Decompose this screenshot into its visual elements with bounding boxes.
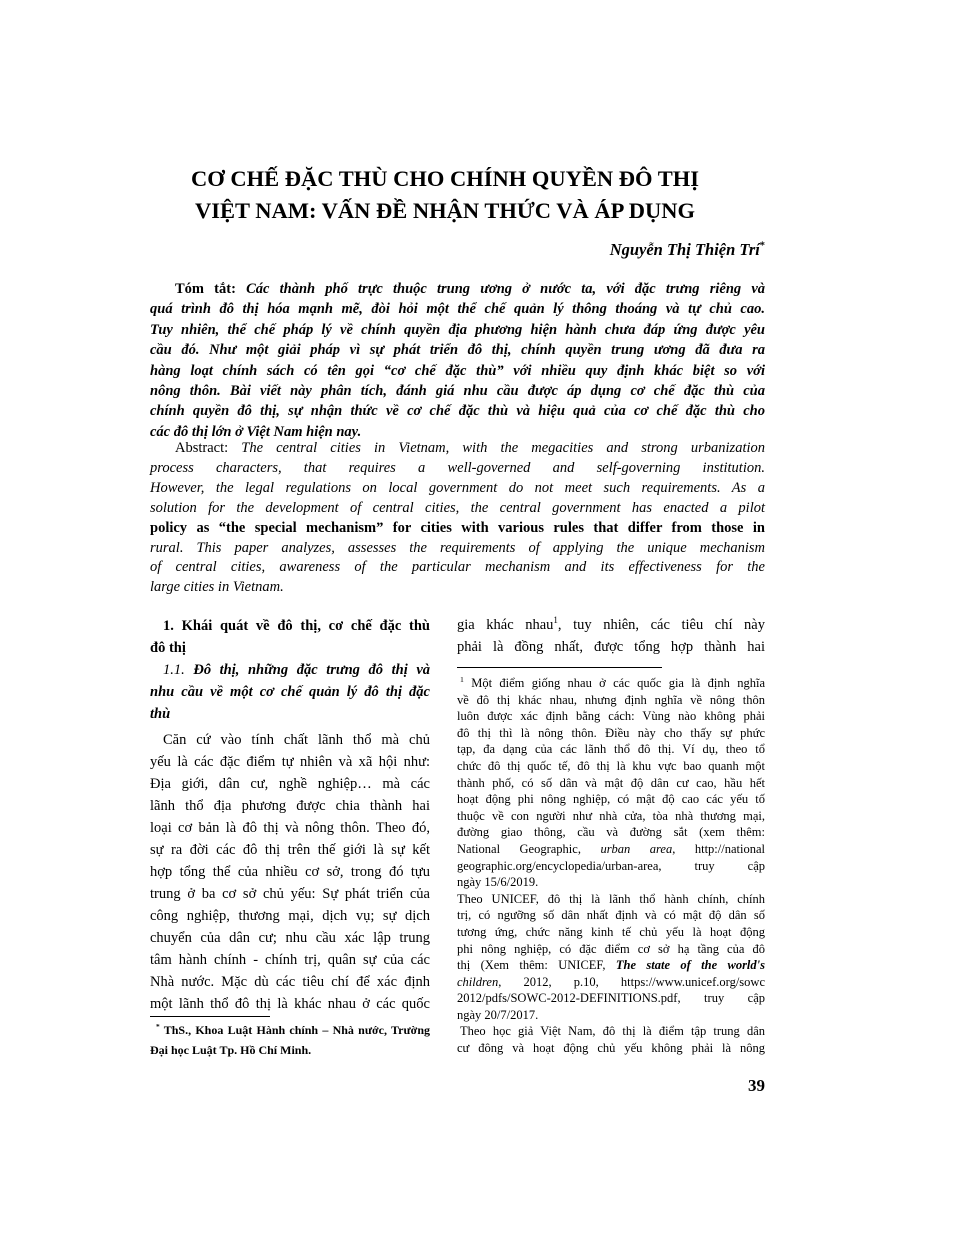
footnote-line: thuộc về con người như nhà cửa, tòa nhà thương mại,: [457, 808, 765, 823]
abstract-vietnamese: [150, 279, 765, 442]
body-line: trung ở ba cơ sở chủ yếu: Sự phát triển của: [150, 886, 430, 902]
footnote-text: , 2012, p.10, https://www.unicef.org/sowc: [498, 974, 765, 989]
abstract-en-line: large cities in Vietnam.: [150, 579, 284, 596]
footnote-line: geographic.org/encyclopedia/urban-area, truy cập: [457, 858, 765, 873]
body-line: Căn cứ vào tính chất lãnh thổ mà chủ: [163, 732, 430, 748]
footnote-line: [150, 1020, 430, 1040]
footnote-line: tương ứng, chức năng kinh tế chủ yếu là hoạt động: [457, 924, 765, 939]
footnote-separator-left: [150, 1016, 270, 1017]
section-heading-line: đô thị: [150, 640, 186, 656]
abstract-en-line: rural. This paper analyzes, assesses the requirements of applying the unique mechanism: [150, 539, 765, 556]
abstract-vi-label: Tóm tắt:: [175, 281, 236, 297]
footnote-text: Một điểm giống nhau ở các quốc gia là định nghĩa: [471, 676, 765, 690]
abstract-vi-line: cầu đó. Như một giải pháp vì sự phát triển đô thị, chính quyền trung ương đã đưa ra: [150, 342, 765, 359]
abstract-en-text: The central cities in Vietnam, with the megacities and strong urbanization: [241, 440, 765, 456]
body-line: loại cơ bản là đô thị và nông thôn. Theo đó,: [150, 820, 430, 836]
footnote-italic-text: urban area: [600, 841, 673, 856]
footnote-line: hoạt động phi nông nghiệp, có mật độ cao các yếu tố: [457, 792, 765, 807]
abstract-vi-line: [150, 279, 765, 299]
abstract-english: [150, 439, 765, 598]
body-line: hợp tổng thể của nhiều cơ sở, trong đó tựu: [150, 864, 430, 880]
footnote-line: thành phố, có số dân và mật độ dân cư cao, hầu hết: [457, 775, 765, 790]
body-paragraph-right: [457, 614, 765, 658]
abstract-en-label: Abstract:: [175, 440, 229, 456]
subheading-line: nhu cầu về một cơ chế quản lý đô thị đặc: [150, 684, 430, 700]
footnote-text: ThS., Khoa Luật Hành chính – Nhà nước, Trường: [163, 1023, 430, 1037]
abstract-vi-line: hàng loạt chính sách có tên gọi “cơ chế đặc thù” với nhiều quy định khác biệt so với: [150, 362, 765, 379]
abstract-vi-line: Tuy nhiên, thể chế pháp lý về chính quyền địa phương hiện hành chưa đáp ứng được yêu: [150, 321, 765, 338]
footnote-line: [457, 675, 765, 692]
footnote-line: cư đông và hoạt động chủ yếu không phải là nông: [457, 1041, 765, 1056]
footnote-separator-right: [457, 667, 662, 668]
section-heading-block: [150, 615, 430, 725]
abstract-en-line: process characters, that requires a well-governed and self-governing institution.: [150, 459, 765, 476]
section-heading-line: 1. Khái quát về đô thị, cơ chế đặc thù: [163, 618, 430, 634]
footnote-line: luôn được xác định bằng cách: Vùng nào không phải: [457, 709, 765, 724]
footnote-line: 2012/pdfs/SOWC-2012-DEFINITIONS.pdf, truy cập: [457, 991, 765, 1006]
body-line: sự ra đời các đô thị trên thế giới là sự kết: [150, 842, 430, 858]
footnote-line: về đô thị khác nhau, nhưng định nghĩa về nông thôn: [457, 692, 765, 707]
author-footnote-mark: *: [759, 240, 765, 252]
footnote-italic-text: The state of the world's: [615, 958, 765, 973]
body-line: một lãnh thổ đô thị là khác nhau ở các quốc: [150, 996, 430, 1012]
footnote-text: National Geographic,: [457, 841, 601, 856]
author-name: Nguyễn Thị Thiện Trí: [609, 240, 760, 259]
footnote-italic-text: children: [457, 974, 499, 989]
footnote-line: [457, 841, 765, 858]
footnote-line: Theo học giả Việt Nam, đô thị là điểm tập trung dân: [460, 1024, 765, 1039]
footnote-line: phi nông nghiệp, có đặc điểm cơ sở hạ tầng của đô: [457, 941, 765, 956]
body-text: , tuy nhiên, các tiêu chí này: [557, 617, 765, 633]
body-line: chuyển của dân cư; nhu cầu xác lập trung: [150, 930, 430, 946]
body-text: gia khác nhau: [457, 617, 554, 633]
footnote-1-mark: 1: [460, 674, 464, 684]
author-byline: [150, 239, 765, 261]
author-footnote: [150, 1020, 430, 1060]
footnote-1: [457, 675, 765, 1057]
body-paragraph-left: [150, 729, 430, 1015]
article-title: [150, 163, 740, 227]
body-line: [457, 614, 765, 636]
footnote-line: Đại học Luật Tp. Hồ Chí Minh.: [150, 1043, 312, 1057]
subheading-line: thù: [150, 706, 171, 722]
abstract-en-line: However, the legal regulations on local government do not meet such requirements. As a: [150, 479, 765, 496]
page-number: 39: [748, 1076, 765, 1095]
footnote-line: đô thị thì là nông thôn. Điều này cho thấy sự phức: [457, 725, 765, 740]
footnote-ref-1: 1: [553, 615, 558, 626]
abstract-en-line: [150, 439, 765, 459]
footnote-line: [457, 974, 765, 991]
abstract-en-line: of central cities, awareness of the particular mechanism and its effectiveness for the: [150, 559, 765, 576]
footnote-line: chức đô thị quốc tế, đô thị là khu vực bao quanh một: [457, 758, 765, 773]
abstract-en-line: solution for the development of central cities, the central government has enacted a pilot: [150, 499, 765, 516]
footnote-line: ngày 20/7/2017.: [457, 1007, 539, 1022]
body-line: phải là đồng nhất, được tổng hợp thành hai: [457, 639, 765, 655]
abstract-vi-line: chính quyền đô thị, sự nhận thức về cơ chế đặc thù và hiệu quả của cơ chế đặc thù cho: [150, 403, 765, 420]
footnote-line: ngày 15/6/2019.: [457, 875, 539, 890]
footnote-line: tạp, đa dạng của các lãnh thổ đô thị. Ví dụ, theo tổ: [457, 742, 765, 757]
abstract-en-line: policy as “the special mechanism” for cities with various rules that differ from those in: [150, 519, 765, 536]
footnote-line: Theo UNICEF, đô thị là lãnh thổ hành chính, chính: [457, 891, 765, 906]
body-line: Nhà nước. Mặc dù các tiêu chí để xác định: [150, 974, 430, 990]
body-line: Địa giới, dân cư, nghề nghiệp… mà các: [150, 776, 430, 792]
title-line: CƠ CHẾ ĐẶC THÙ CHO CHÍNH QUYỀN ĐÔ THỊ: [191, 166, 699, 191]
body-line: tâm hành chính - chính trị, quân sự của các: [150, 952, 430, 968]
footnote-line: [457, 957, 765, 974]
body-line: yếu là các đặc điểm tự nhiên và xã hội như:: [150, 754, 430, 770]
subheading-text: Đô thị, những đặc trưng đô thị và: [193, 662, 430, 678]
footnote-text: , http://national: [672, 841, 765, 856]
footnote-line: đường giao thông, cầu và đường sắt (xem thêm:: [457, 825, 765, 840]
title-line: VIỆT NAM: VẤN ĐỀ NHẬN THỨC VÀ ÁP DỤNG: [194, 198, 696, 223]
body-line: công nghiệp, thương mại, dịch vụ; sự dịch: [150, 908, 430, 924]
footnote-line: trị, có ngưỡng số dân nhất định và có mật độ dân số: [457, 908, 765, 923]
body-line: lãnh thổ địa phương được chia thành hai: [150, 798, 430, 814]
abstract-vi-line: nông thôn. Bài viết này phân tích, đánh giá nhu cầu được áp dụng cơ chế đặc thù của: [150, 383, 765, 400]
subheading-number: 1.1.: [163, 662, 185, 678]
abstract-vi-line: các đô thị lớn ở Việt Nam hiện nay.: [150, 423, 362, 440]
subheading-line: [150, 659, 430, 681]
abstract-vi-text: Các thành phố trực thuộc trung ương ở nước ta, với đặc trưng riêng và: [246, 281, 766, 297]
footnote-text: thị (Xem thêm: UNICEF,: [457, 958, 616, 973]
author-footnote-mark: *: [156, 1022, 160, 1031]
abstract-vi-line: quá trình đô thị hóa mạnh mẽ, đòi hỏi một thể chế quản lý thông thoáng và tự chủ cao.: [150, 301, 765, 318]
